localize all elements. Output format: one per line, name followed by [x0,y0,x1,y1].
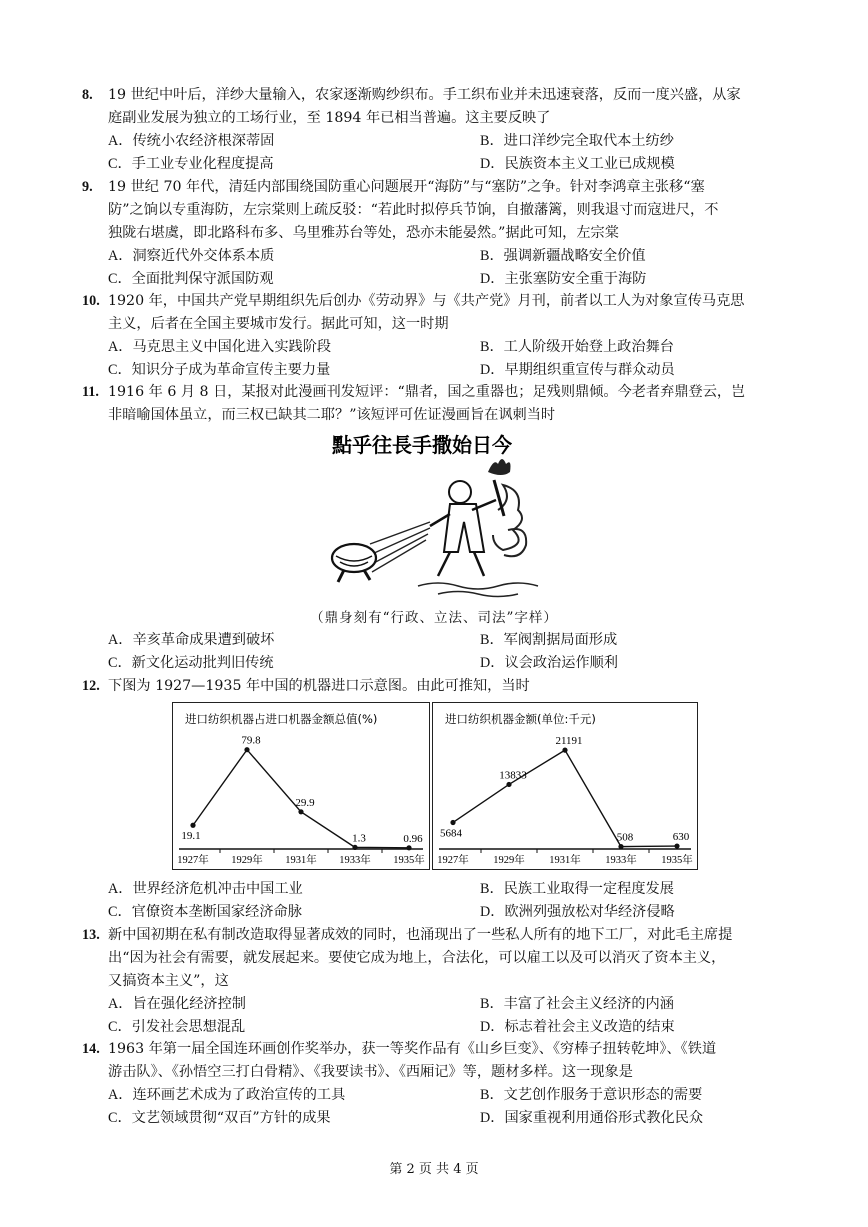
option-d[interactable]: D．国家重视利用通俗形式教化民众 [480,1110,704,1126]
x-tick-label: 1931年 [549,855,581,866]
question-text: 1920 年，中国共产党早期组织先后创办《劳动界》与《共产党》月刊，前者以工人为对象宣传马克思 [108,293,745,309]
options [82,130,792,176]
question-11 [82,381,792,427]
data-label: 13833 [499,769,527,782]
option-b[interactable]: B．工人阶级开始登上政治舞台 [480,339,674,355]
data-label: 0.96 [403,832,423,845]
option-d[interactable]: D．议会政治运作顺利 [480,655,618,671]
x-tick-label: 1933年 [339,855,371,866]
ground-waves [418,583,538,589]
question-text: 下图为 1927—1935 年中国的机器进口示意图。由此可推知，当时 [108,678,530,694]
option-b[interactable]: B．丰富了社会主义经济的内涵 [480,996,674,1012]
question-13 [82,924,792,1039]
question-text: 庭副业发展为独立的工场行业，至 1894 年已相当普遍。这主要反映了 [108,110,551,126]
data-label: 79.8 [241,734,261,747]
data-point [298,809,303,814]
question-text: 19 世纪 70 年代，清廷内部围绕国防重心问题展开“海防”与“塞防”之争。针对李鸿章主张移“塞 [108,179,705,195]
options [82,245,792,291]
x-tick-label: 1929年 [231,855,263,866]
motion-lines [370,522,430,572]
options [82,993,792,1039]
question-text: 游击队》、《孙悟空三打白骨精》、《我要读书》、《西厢记》等，题材多样。这一现象是 [108,1064,633,1080]
question-text: 主义，后者在全国主要城市发行。据此可知，这一时期 [108,316,449,332]
option-a[interactable]: A．马克思主义中国化进入实践阶段 [108,339,332,355]
question-text: 出“因为社会有需要，就发展起来。要使它成为地上，合法化，可以雇工以及可以消灭了资本主义， [108,950,726,966]
question-9 [82,176,792,291]
question-text: 19 世纪中叶后，洋纱大量输入，农家逐渐购纱织布。手工织布业并未迅速衰落，反而一度兴盛，从家 [108,87,741,103]
option-c[interactable]: C．引发社会思想混乱 [108,1019,246,1035]
chart-title: 进口纺织机器金额(单位:千元) [445,712,596,726]
data-label: 29.9 [295,796,315,809]
data-label: 21191 [555,735,583,748]
question-text: 新中国初期在私有制改造取得显著成效的同时，也涌现出了一些私人所有的地下工厂，对此毛主席提 [108,927,733,943]
chart-amount [433,703,697,869]
option-b[interactable]: B．进口洋纱完全取代本土纺纱 [480,133,674,149]
question-text: 非暗喻国体虽立，而三权已缺其二耶？”该短评可佐证漫画旨在讽刺当时 [108,407,556,423]
cartoon-caption: （鼎身刻有“行政、立法、司法”字样） [310,610,558,626]
x-tick-label: 1935年 [661,855,693,866]
option-d[interactable]: D．主张塞防安全重于海防 [480,271,647,287]
data-point [506,782,511,787]
data-label: 508 [616,831,634,844]
chart-percent [173,703,429,869]
option-a[interactable]: A．传统小农经济根深蒂固 [108,133,275,149]
data-point [450,820,455,825]
question-12 [82,675,792,698]
cartoon-illustration [318,430,550,600]
option-a[interactable]: A．旨在强化经济控制 [108,996,246,1012]
option-b[interactable]: B．民族工业取得一定程度发展 [480,881,674,897]
data-label: 630 [672,831,690,844]
question-11-options [82,629,792,675]
data-point [618,844,623,849]
chart-box-amount [432,702,698,870]
question-10 [82,290,792,382]
question-number: 10. [82,293,100,309]
data-point [406,845,411,850]
question-14 [82,1038,792,1130]
data-point [562,748,567,753]
torch-flame-icon [488,459,511,475]
options [82,1084,792,1130]
options [82,336,792,382]
option-b[interactable]: B．强调新疆战略安全价值 [480,248,646,264]
x-tick-label: 1929年 [493,855,525,866]
option-c[interactable]: C．手工业专业化程度提高 [108,156,274,172]
option-c[interactable]: C．全面批判保守派国防观 [108,271,274,287]
question-text: 独陇右堪虞，即北路科布多、乌里雅苏台等处，恐亦未能晏然。”据此可知，左宗棠 [108,225,619,241]
option-d[interactable]: D．标志着社会主义改造的结束 [480,1019,675,1035]
option-a[interactable]: A．世界经济危机冲击中国工业 [108,881,303,897]
option-a[interactable]: A．洞察近代外交体系本质 [108,248,275,264]
options [82,629,792,675]
chart-title: 进口纺织机器占进口机器金额总值(%) [185,712,378,726]
option-a[interactable]: A．辛亥革命成果遭到破坏 [108,632,275,648]
data-label: 19.1 [181,830,201,843]
x-tick-label: 1935年 [393,855,425,866]
options [82,878,792,924]
option-c[interactable]: C．知识分子成为革命宣传主要力量 [108,362,331,378]
data-point [352,845,357,850]
data-label: 1.3 [352,832,366,845]
option-d[interactable]: D．民族资本主义工业已成规模 [480,156,675,172]
question-text: 防”之饷以专重海防，左宗棠则上疏反驳：“若此时拟停兵节饷，自撤藩篱，则我退寸而寇进尺，不 [108,202,719,218]
question-text: 又搞资本主义”，这 [108,973,229,989]
data-label: 5684 [440,827,462,840]
question-number: 9. [82,179,93,195]
data-point [190,823,195,828]
x-tick-label: 1931年 [285,855,317,866]
data-point [244,747,249,752]
question-number: 12. [82,678,100,694]
option-c[interactable]: C．官僚资本垄断国家经济命脉 [108,904,302,920]
question-number: 8. [82,87,93,103]
option-c[interactable]: C．文艺领域贯彻“双百”方针的成果 [108,1110,331,1126]
question-number: 13. [82,927,100,943]
question-12-options [82,878,792,924]
question-number: 11. [82,384,99,400]
chart-box-percent [172,702,430,870]
old-man-head [449,481,471,503]
page-footer: 第 2 页 共 4 页 [389,1162,479,1177]
option-d[interactable]: D．早期组织重宣传与群众动员 [480,362,675,378]
cartoon-title: 點乎往長手撒始日今 [332,433,512,457]
question-text: 1963 年第一届全国连环画创作奖举办，获一等奖作品有《山乡巨变》、《穷棒子扭转乾坤》、《铁道 [108,1041,717,1057]
x-tick-label: 1927年 [177,855,209,866]
series-line [453,750,677,847]
option-c[interactable]: C．新文化运动批判旧传统 [108,655,274,671]
data-point [674,843,679,848]
x-tick-label: 1927年 [437,855,469,866]
old-man-robe [444,504,484,552]
x-tick-label: 1933年 [605,855,637,866]
option-a[interactable]: A．连环画艺术成为了政治宣传的工具 [108,1087,346,1103]
option-b[interactable]: B．文艺创作服务于意识形态的需要 [480,1087,703,1103]
option-b[interactable]: B．军阀割据局面形成 [480,632,618,648]
question-text: 1916 年 6 月 8 日，某报对此漫画刊发短评：“鼎者，国之重器也；足残则鼎倾。今老者弃鼎登云，岂 [108,384,746,400]
option-d[interactable]: D．欧洲列强放松对华经济侵略 [480,904,675,920]
question-number: 14. [82,1041,100,1057]
question-8 [82,84,792,176]
